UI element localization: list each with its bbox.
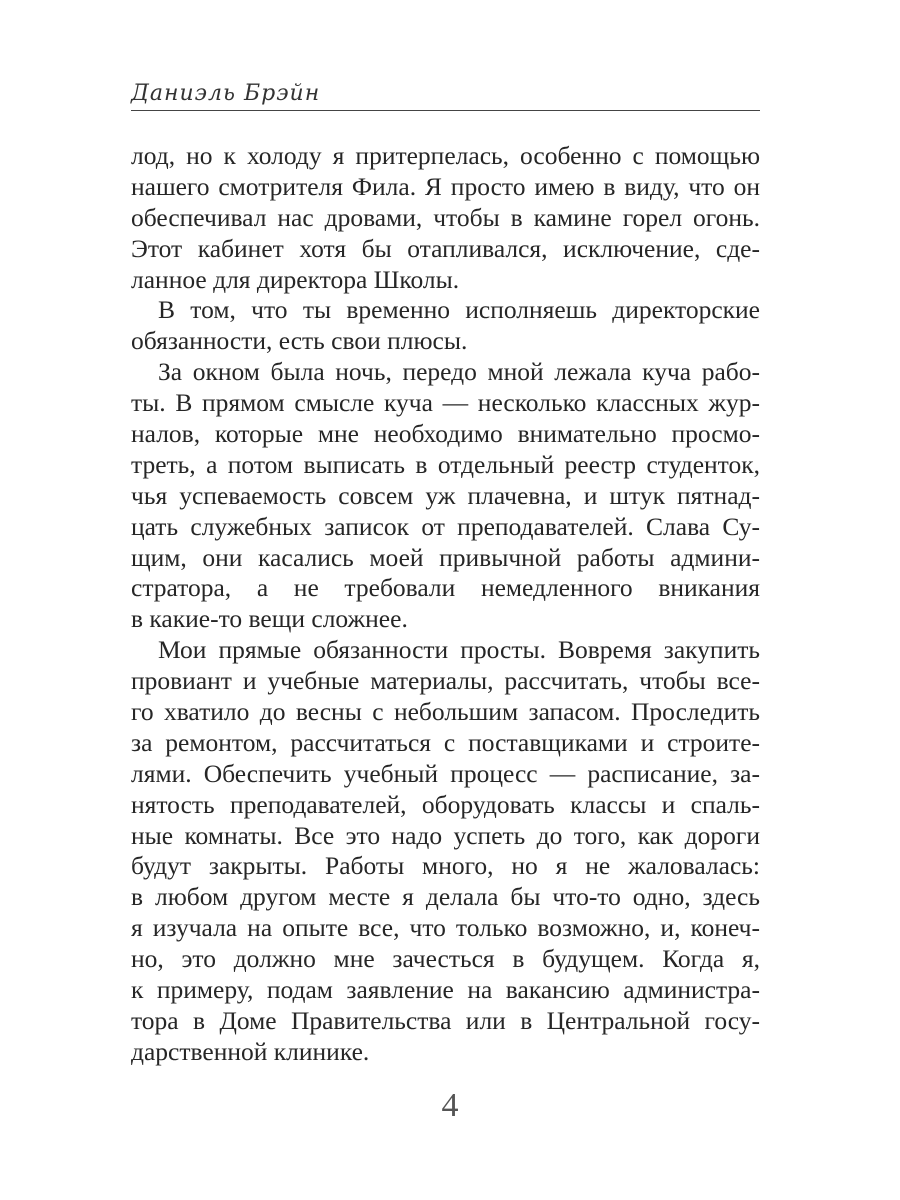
text-line: ланное для директора Школы. [131, 264, 460, 294]
text-line: будут закрыты. Работы много, но я не жаловалась: [131, 851, 760, 881]
running-head-author: Даниэль Брэйн [131, 81, 321, 106]
text-line: чья успеваемость совсем уж плачевна, и штук пятнад- [131, 480, 760, 510]
text-line: обязанности, есть свои плюсы. [131, 326, 468, 356]
text-line: го хватило до весны с небольшим запасом. Проследить [131, 697, 760, 727]
text-line: щим, они касались моей привычной работы админи- [131, 542, 760, 572]
text-line: лями. Обеспечить учебный процесс — расписание, за- [131, 758, 760, 788]
body-text [131, 141, 760, 1068]
paragraph [131, 635, 760, 1067]
text-line: ты. В прямом смысле куча — несколько классных жур- [131, 388, 760, 418]
text-line: стратора, а не требовали немедленного вникания [131, 573, 760, 603]
paragraph [131, 357, 760, 635]
text-line: Этот кабинет хотя бы отапливался, исключение, сде- [131, 233, 760, 263]
text-line: налов, которые мне необходимо внимательно просмо- [131, 419, 760, 449]
text-line: цать служебных записок от преподавателей. Слава Су- [131, 511, 760, 541]
text-line: но, это должно мне зачесться в будущем. Когда я, [131, 944, 760, 974]
text-line: дарственной клинике. [131, 1036, 370, 1066]
text-line: тора в Доме Правительства или в Центральной госу- [131, 1005, 760, 1035]
paragraph [131, 295, 760, 357]
text-line: треть, а потом выписать в отдельный реестр студенток, [131, 449, 760, 479]
text-line: в любом другом месте я делала бы что-то одно, здесь [131, 882, 760, 912]
text-line: я изучала на опыте все, что только возможно, и, конеч- [131, 913, 760, 943]
text-line: за ремонтом, рассчитаться с поставщиками и строите- [131, 727, 760, 757]
text-line: обеспечивал нас дровами, чтобы в камине горел огонь. [131, 202, 760, 232]
text-line: нятость преподавателей, оборудовать классы и спаль- [131, 789, 760, 819]
text-line: ные комнаты. Все это надо успеть до того, как дороги [131, 820, 760, 850]
page-number: 4 [441, 1087, 459, 1124]
text-line: в какие-то вещи сложнее. [131, 604, 408, 634]
text-line: лод, но к холоду я притерпелась, особенно с помощью [131, 141, 760, 170]
text-line: Мои прямые обязанности просты. Вовремя закупить [158, 635, 760, 665]
text-line: к примеру, подам заявление на вакансию администра- [131, 975, 760, 1005]
text-line: В том, что ты временно исполняешь директорские [158, 295, 760, 325]
paragraph [131, 141, 760, 295]
text-line: нашего смотрителя Фила. Я просто имею в виду, что он [131, 171, 760, 201]
text-line: провиант и учебные материалы, рассчитать, чтобы все- [131, 666, 760, 696]
header-rule [131, 110, 760, 111]
text-line: За окном была ночь, передо мной лежала куча рабо- [158, 357, 760, 387]
